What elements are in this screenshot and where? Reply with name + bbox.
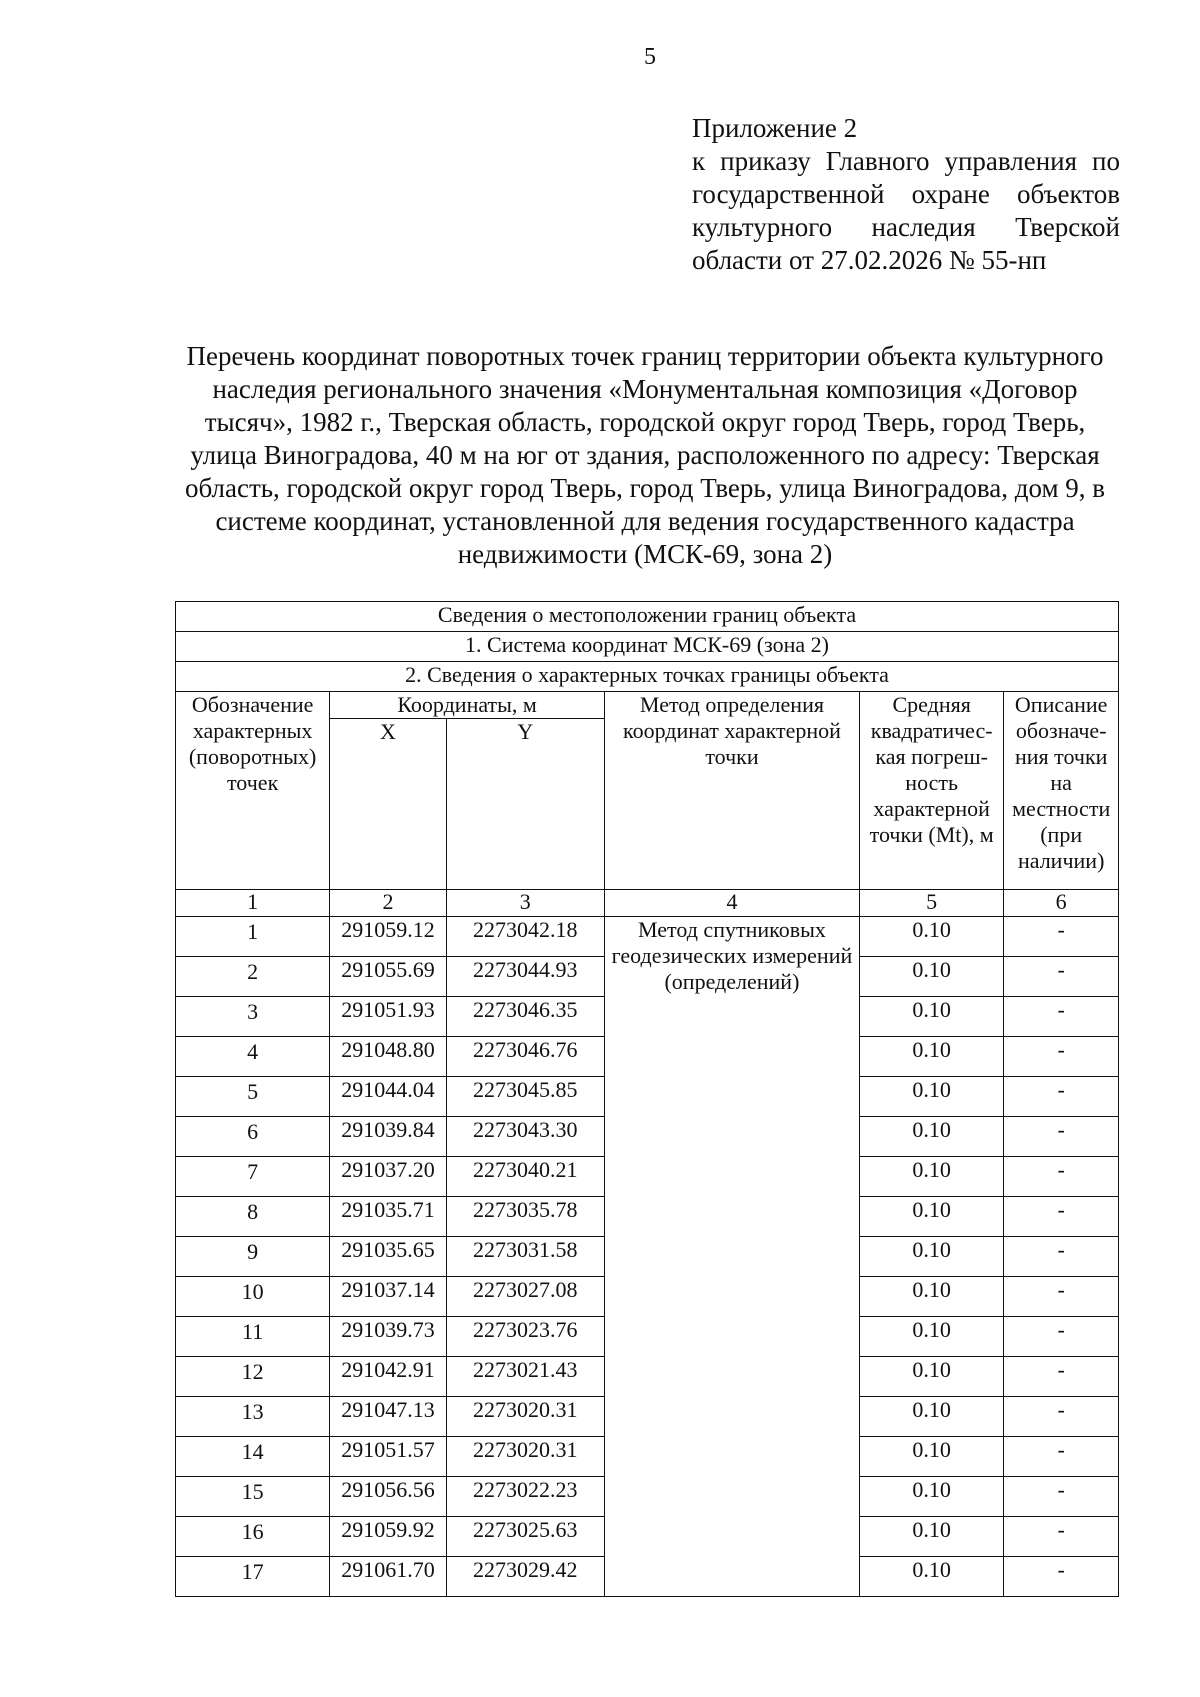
coord-y: 2273020.31 [446, 1397, 604, 1437]
coord-x: 291059.12 [330, 917, 446, 957]
appendix-block [692, 112, 1120, 277]
coord-y: 2273027.08 [446, 1277, 604, 1317]
header-designation: Обозначение характерных (поворотных) точек [176, 692, 330, 890]
column-number: 2 [330, 890, 446, 917]
error-value: 0.10 [859, 1277, 1003, 1317]
table-title-row: Сведения о местоположении границ объекта [176, 602, 1119, 632]
appendix-title: Приложение 2 [692, 113, 858, 143]
error-value: 0.10 [859, 1557, 1003, 1597]
column-number: 3 [446, 890, 604, 917]
page-number: 5 [644, 44, 656, 70]
description-value: - [1004, 1557, 1119, 1597]
coord-x: 291035.65 [330, 1237, 446, 1277]
error-value: 0.10 [859, 1077, 1003, 1117]
description-value: - [1004, 1157, 1119, 1197]
description-value: - [1004, 1077, 1119, 1117]
coord-y: 2273046.76 [446, 1037, 604, 1077]
header-method: Метод определения координат характерной точки [604, 692, 859, 890]
coord-x: 291051.57 [330, 1437, 446, 1477]
coord-x: 291051.93 [330, 997, 446, 1037]
error-value: 0.10 [859, 1397, 1003, 1437]
description-value: - [1004, 1277, 1119, 1317]
coordinates-table [175, 601, 1119, 1597]
point-number: 8 [176, 1197, 330, 1237]
coord-x: 291042.91 [330, 1357, 446, 1397]
description-value: - [1004, 1397, 1119, 1437]
column-number: 1 [176, 890, 330, 917]
point-number: 10 [176, 1277, 330, 1317]
coord-x: 291048.80 [330, 1037, 446, 1077]
coord-x: 291056.56 [330, 1477, 446, 1517]
coord-y: 2273045.85 [446, 1077, 604, 1117]
point-number: 17 [176, 1557, 330, 1597]
coord-x: 291059.92 [330, 1517, 446, 1557]
point-number: 7 [176, 1157, 330, 1197]
coord-y: 2273029.42 [446, 1557, 604, 1597]
error-value: 0.10 [859, 1037, 1003, 1077]
coord-x: 291047.13 [330, 1397, 446, 1437]
error-value: 0.10 [859, 997, 1003, 1037]
header-y: Y [446, 719, 604, 890]
coord-y: 2273031.58 [446, 1237, 604, 1277]
coord-y: 2273022.23 [446, 1477, 604, 1517]
header-coordinates: Координаты, м [330, 692, 605, 719]
point-number: 9 [176, 1237, 330, 1277]
header-description: Описание обозначе-ния точки на местности (при наличии) [1004, 692, 1119, 890]
error-value: 0.10 [859, 957, 1003, 997]
error-value: 0.10 [859, 1517, 1003, 1557]
column-number: 6 [1004, 890, 1119, 917]
error-value: 0.10 [859, 1237, 1003, 1277]
point-number: 3 [176, 997, 330, 1037]
table-row [176, 917, 1119, 957]
coord-x: 291035.71 [330, 1197, 446, 1237]
method-cell: Метод спутниковых геодезических измерений (определений) [604, 917, 859, 1597]
point-number: 14 [176, 1437, 330, 1477]
point-number: 1 [176, 917, 330, 957]
description-value: - [1004, 957, 1119, 997]
coord-y: 2273042.18 [446, 917, 604, 957]
point-number: 2 [176, 957, 330, 997]
coord-x: 291037.20 [330, 1157, 446, 1197]
description-value: - [1004, 1237, 1119, 1277]
coord-y: 2273025.63 [446, 1517, 604, 1557]
description-value: - [1004, 1437, 1119, 1477]
error-value: 0.10 [859, 1117, 1003, 1157]
point-number: 12 [176, 1357, 330, 1397]
error-value: 0.10 [859, 1197, 1003, 1237]
header-error: Средняя квадратичес-кая погреш-ность характерной точки (Mt), м [859, 692, 1003, 890]
error-value: 0.10 [859, 917, 1003, 957]
error-value: 0.10 [859, 1477, 1003, 1517]
coord-y: 2273044.93 [446, 957, 604, 997]
description-value: - [1004, 1117, 1119, 1157]
coordinate-system-row: 1. Система координат МСК-69 (зона 2) [176, 632, 1119, 662]
coord-y: 2273046.35 [446, 997, 604, 1037]
point-number: 6 [176, 1117, 330, 1157]
coord-y: 2273021.43 [446, 1357, 604, 1397]
coord-x: 291061.70 [330, 1557, 446, 1597]
coord-x: 291039.73 [330, 1317, 446, 1357]
description-value: - [1004, 1317, 1119, 1357]
coord-x: 291037.14 [330, 1277, 446, 1317]
description-value: - [1004, 1477, 1119, 1517]
point-number: 15 [176, 1477, 330, 1517]
coord-y: 2273020.31 [446, 1437, 604, 1477]
coord-x: 291039.84 [330, 1117, 446, 1157]
point-number: 16 [176, 1517, 330, 1557]
coord-y: 2273035.78 [446, 1197, 604, 1237]
appendix-text: к приказу Главного управления по государственной охране объектов культурного наследия Тверской области от 27.02.2026 № 55-нп [692, 146, 1120, 275]
description-value: - [1004, 917, 1119, 957]
error-value: 0.10 [859, 1317, 1003, 1357]
header-x: X [330, 719, 446, 890]
error-value: 0.10 [859, 1157, 1003, 1197]
coord-y: 2273043.30 [446, 1117, 604, 1157]
point-number: 5 [176, 1077, 330, 1117]
coord-y: 2273023.76 [446, 1317, 604, 1357]
coord-x: 291055.69 [330, 957, 446, 997]
error-value: 0.10 [859, 1357, 1003, 1397]
point-number: 4 [176, 1037, 330, 1077]
description-value: - [1004, 997, 1119, 1037]
column-number: 4 [604, 890, 859, 917]
coord-x: 291044.04 [330, 1077, 446, 1117]
point-number: 13 [176, 1397, 330, 1437]
document-title: Перечень координат поворотных точек границ территории объекта культурного наследия регионального значения «Монументальная композиция «Договор тысяч», 1982 г., Тверская область, городской округ город Тверь, город Тверь, улица Виноградова, 40 м на юг от здания, расположенного по адресу: Тверская область, городской округ город Тверь, город Тверь, улица Виноградова, дом 9, в системе координат, установленной для ведения государственного кадастра недвижимости (МСК-69, зона 2) [184, 341, 1106, 569]
description-value: - [1004, 1197, 1119, 1237]
error-value: 0.10 [859, 1437, 1003, 1477]
description-value: - [1004, 1357, 1119, 1397]
column-number: 5 [859, 890, 1003, 917]
description-value: - [1004, 1517, 1119, 1557]
coord-y: 2273040.21 [446, 1157, 604, 1197]
points-info-row: 2. Сведения о характерных точках границы объекта [176, 662, 1119, 692]
point-number: 11 [176, 1317, 330, 1357]
description-value: - [1004, 1037, 1119, 1077]
